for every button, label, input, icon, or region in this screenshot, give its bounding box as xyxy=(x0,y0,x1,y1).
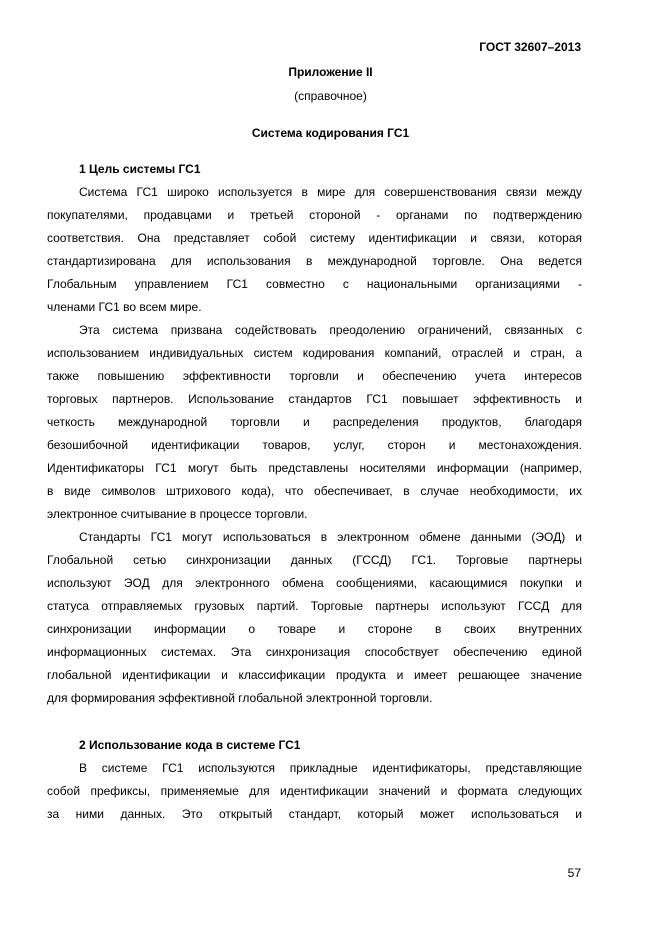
text-line: в виде символов штрихового кода), что обеспечивает, в случае необходимости, их xyxy=(47,484,582,498)
text-line: Глобальным управлением ГС1 совместно с национальными организациями - xyxy=(47,277,582,291)
text-line: собой префиксы, применяемые для идентификации значений и формата следующих xyxy=(47,784,582,798)
text-line: соответствия. Она представляет собой систему идентификации и связи, которая xyxy=(47,231,582,245)
section-1-paragraph-3 xyxy=(47,526,582,710)
section-2-paragraph-1 xyxy=(47,757,582,826)
text-line: безошибочной идентификации товаров, услуг, сторон и местонахождения. xyxy=(47,438,582,452)
text-line: торговых партнеров. Использование стандартов ГС1 повышает эффективность и xyxy=(47,392,582,406)
text-line: четкость международной торговли и распределения продуктов, благодаря xyxy=(47,415,582,429)
text-line: статуса отправляемых грузовых партий. Торговые партнеры используют ГССД для xyxy=(47,599,582,613)
section-2 xyxy=(47,734,582,826)
section-1-paragraph-2 xyxy=(47,319,582,526)
text-line: для формирования эффективной глобальной электронной торговли. xyxy=(47,691,433,705)
system-title: Система кодирования ГС1 xyxy=(251,126,410,140)
section-2-heading: 2 Использование кода в системе ГС1 xyxy=(79,738,301,752)
text-line: Эта система призвана содействовать преодолению ограничений, связанных с xyxy=(79,323,582,337)
text-line: членами ГС1 во всем мире. xyxy=(47,300,202,314)
text-line: электронное считывание в процессе торговли. xyxy=(47,507,308,521)
text-line: синхронизации информации о товаре и стороне в своих внутренних xyxy=(47,622,582,636)
text-line: за ними данных. Это открытый стандарт, который может использоваться и xyxy=(47,807,582,821)
text-line: Идентификаторы ГС1 могут быть представлены носителями информации (например, xyxy=(47,461,582,475)
text-line: используют ЭОД для электронного обмена сообщениями, касающимися покупки и xyxy=(47,576,582,590)
section-1 xyxy=(47,158,582,710)
section-1-heading: 1 Цель системы ГС1 xyxy=(79,162,201,176)
section-1-paragraph-1 xyxy=(47,181,582,319)
text-line: также повышению эффективности торговли и обеспечению учета интересов xyxy=(47,369,582,383)
text-line: стандартизирована для использования в международной торговле. Она ведется xyxy=(47,254,582,268)
text-line: Стандарты ГС1 могут использоваться в электронном обмене данными (ЭОД) и xyxy=(79,530,582,544)
text-line: В системе ГС1 используются прикладные идентификаторы, представляющие xyxy=(79,761,582,775)
appendix-type: (справочное) xyxy=(294,89,367,103)
text-line: информационных системах. Эта синхронизация способствует обеспечению единой xyxy=(47,645,582,659)
standard-code: ГОСТ 32607–2013 xyxy=(479,40,581,54)
text-line: Глобальной сетью синхронизации данных (ГССД) ГС1. Торговые партнеры xyxy=(47,553,582,567)
text-line: покупателями, продавцами и третьей стороной - органами по подтверждению xyxy=(47,208,582,222)
page-number: 57 xyxy=(567,866,581,880)
appendix-title: Приложение II xyxy=(288,65,373,79)
text-line: Система ГС1 широко используется в мире для совершенствования связи между xyxy=(79,185,582,199)
text-line: использованием индивидуальных систем кодирования компаний, отраслей и стран, а xyxy=(47,346,582,360)
text-line: глобальной идентификации и классификации продукта и имеет решающее значение xyxy=(47,668,582,682)
